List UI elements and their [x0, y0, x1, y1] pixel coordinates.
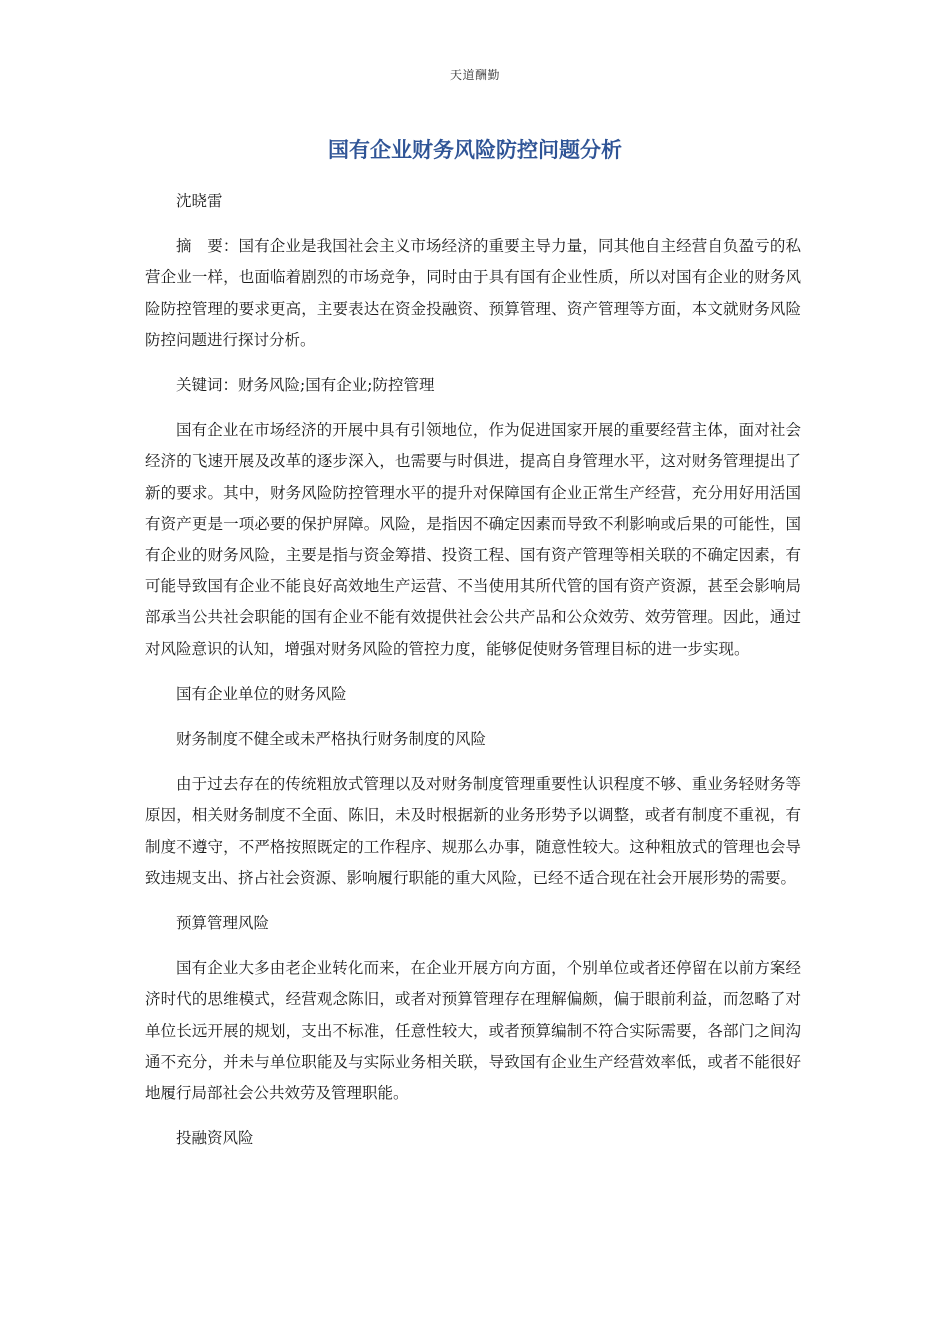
document-title: 国有企业财务风险防控问题分析	[328, 138, 622, 162]
subsection-heading: 财务制度不健全或未严格执行财务制度的风险	[176, 730, 487, 749]
subsection-heading: 预算管理风险	[176, 914, 270, 933]
intro-paragraph: 国有企业在市场经济的开展中具有引领地位，作为促进国家开展的重要经营主体，面对社会经济的飞速开展及改革的逐步深入，也需要与时俱进，提高自身管理水平，这对财务管理提出了新的要求。其中，财务风险防控管理水平的提升对保障国有企业正常生产经营，充分用好用活国有资产更是一项必要的保护屏障。风险，是指因不确定因素而导致不利影响或后果的可能性，国有企业的财务风险，主要是指与资金筹措、投资工程、国有资产管理等相关联的不确定因素，有可能导致国有企业不能良好高效地生产运营、不当使用其所代管的国有资产资源，甚至会影响局部承当公共社会职能的国有企业不能有效提供社会公共产品和公众效劳、效劳管理。因此，通过对风险意识的认知，增强对财务风险的管控力度，能够促使财务管理目标的进一步实现。	[145, 421, 801, 658]
page-header: 天道酬勤	[449, 68, 500, 82]
document-body	[145, 186, 801, 1168]
abstract-paragraph: 摘 要：国有企业是我国社会主义市场经济的重要主导力量，同其他自主经营自负盈亏的私营企业一样，也面临着剧烈的市场竞争，同时由于具有国有企业性质，所以对国有企业的财务风险防控管理的要求更高，主要表达在资金投融资、预算管理、资产管理等方面，本文就财务风险防控问题进行探讨分析。	[145, 237, 801, 349]
author-name: 沈晓雷	[176, 192, 223, 210]
subsection-heading: 投融资风险	[176, 1129, 254, 1148]
subsection-paragraph: 国有企业大多由老企业转化而来，在企业开展方向方面，个别单位或者还停留在以前方案经济时代的思维模式，经营观念陈旧，或者对预算管理存在理解偏颇，偏于眼前利益，而忽略了对单位长远开展的规划，支出不标准，任意性较大，或者预算编制不符合实际需要，各部门之间沟通不充分，并未与单位职能及与实际业务相关联，导致国有企业生产经营效率低，或者不能很好地履行局部社会公共效劳及管理职能。	[145, 959, 801, 1103]
section-heading: 国有企业单位的财务风险	[176, 684, 347, 703]
keywords-line: 关键词：财务风险;国有企业;防控管理	[176, 376, 435, 395]
subsection-paragraph: 由于过去存在的传统粗放式管理以及对财务制度管理重要性认识程度不够、重业务轻财务等原因，相关财务制度不全面、陈旧，未及时根据新的业务形势予以调整，或者有制度不重视，有制度不遵守，不严格按照既定的工作程序、规那么办事，随意性较大。这种粗放式的管理也会导致违规支出、挤占社会资源、影响履行职能的重大风险，已经不适合现在社会开展形势的需要。	[145, 775, 801, 887]
